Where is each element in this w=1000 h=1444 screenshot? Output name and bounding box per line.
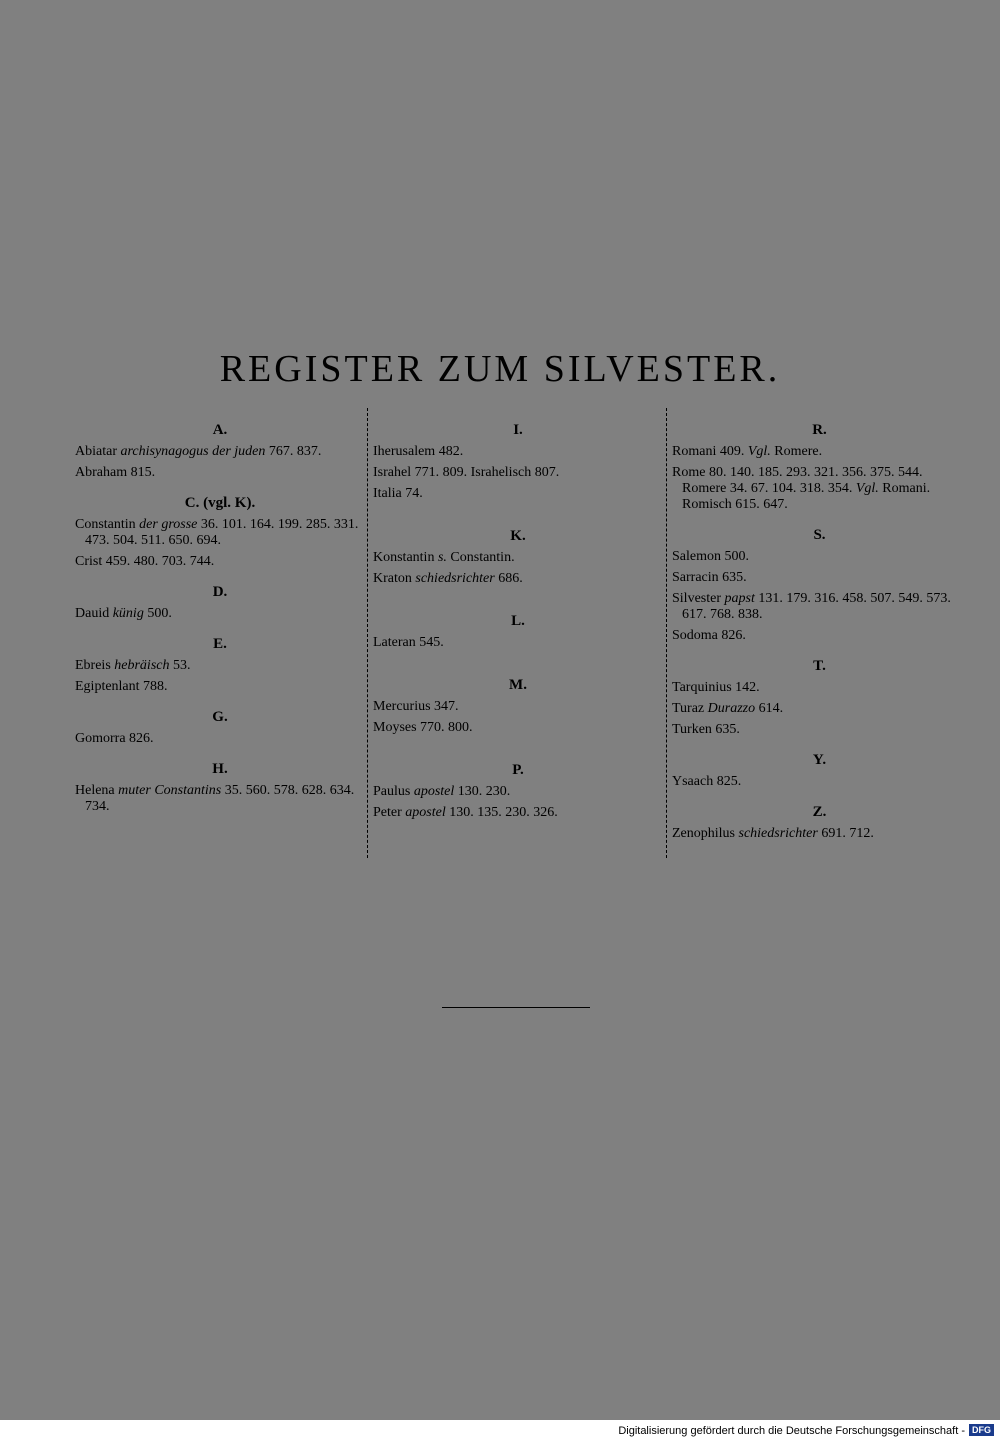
entry-name: Tarquinius 142.	[672, 680, 760, 695]
column-divider	[367, 408, 368, 858]
section-letter-heading: E.	[213, 636, 227, 652]
index-entry	[75, 783, 365, 815]
entry-gloss: schiedsrichter	[415, 571, 495, 586]
index-entry	[373, 805, 663, 821]
index-section	[75, 495, 365, 570]
entry-gloss: apostel	[405, 805, 446, 820]
section-letter-heading: A.	[212, 422, 228, 438]
entry-name: Paulus	[373, 784, 414, 799]
index-section	[373, 677, 663, 736]
index-entry	[373, 486, 663, 502]
section-letter-heading: G.	[212, 709, 228, 725]
index-section	[672, 658, 967, 738]
index-entry	[672, 680, 967, 696]
entry-gloss: muter Constantins	[118, 783, 222, 798]
entry-name: Abraham 815.	[75, 465, 156, 480]
index-column-2	[373, 408, 663, 826]
index-entry	[672, 465, 967, 513]
index-section	[672, 422, 967, 513]
index-entry	[373, 635, 663, 651]
index-entry	[75, 444, 365, 460]
entry-name: Sarracin 635.	[672, 570, 747, 585]
entry-name: Turaz	[672, 701, 708, 716]
index-section	[75, 761, 365, 815]
entry-references: 500.	[143, 606, 172, 621]
index-entry	[672, 591, 967, 623]
section-letter-heading: M.	[509, 677, 527, 693]
entry-references: 35. 560. 578. 628. 634. 734.	[85, 783, 355, 814]
entry-references: Romani. Romisch 615. 647.	[682, 481, 931, 512]
entry-name: Sodoma 826.	[672, 628, 746, 643]
index-section	[373, 422, 663, 502]
entry-name: Israhel 771. 809. Israhelisch 807.	[373, 465, 560, 480]
index-entry	[75, 606, 365, 622]
index-entry	[373, 444, 663, 460]
entry-name: Romani 409.	[672, 444, 748, 459]
index-entry	[75, 679, 365, 695]
index-entry	[672, 774, 967, 790]
index-section	[75, 709, 365, 747]
section-letter-heading: R.	[812, 422, 827, 438]
section-letter-heading: T.	[813, 658, 826, 674]
entry-references: Constantin.	[446, 550, 515, 565]
entry-name: Ysaach 825.	[672, 774, 742, 789]
index-entry	[672, 570, 967, 586]
entry-name: Zenophilus	[672, 826, 739, 841]
entry-gloss: papst	[724, 591, 755, 606]
section-letter-heading: Z.	[812, 804, 827, 820]
entry-gloss: Vgl.	[747, 444, 771, 459]
entry-references: 130. 230.	[454, 784, 511, 799]
entry-references: 691. 712.	[817, 826, 874, 841]
section-letter-heading: H.	[212, 761, 228, 777]
entry-name: Constantin	[75, 517, 140, 532]
index-entry	[75, 465, 365, 481]
section-letter-heading: P.	[512, 762, 524, 778]
index-entry	[373, 699, 663, 715]
footer-bar	[0, 1420, 1000, 1444]
entry-references: 53.	[169, 658, 191, 673]
index-entry	[75, 517, 365, 549]
index-entry	[75, 658, 365, 674]
entry-references: Romere.	[770, 444, 823, 459]
section-letter-heading: L.	[511, 613, 525, 629]
index-entry	[672, 549, 967, 565]
index-entry	[672, 722, 967, 738]
closing-rule	[442, 1007, 590, 1008]
entry-gloss: s.	[437, 550, 447, 565]
entry-name: Lateran 545.	[373, 635, 444, 650]
entry-name: Rome 80. 140. 185. 293. 321. 356. 375. 544. Romere 34. 67. 104. 318. 354.	[672, 465, 923, 496]
entry-references: 614.	[755, 701, 784, 716]
section-letter-heading: D.	[212, 584, 228, 600]
index-entry	[672, 444, 967, 460]
section-letter-heading: S.	[813, 527, 826, 543]
entry-gloss: archisynagogus der juden	[120, 444, 266, 459]
entry-name: Moyses 770. 800.	[373, 720, 473, 735]
column-divider	[666, 408, 667, 858]
index-entry	[373, 784, 663, 800]
page-title: REGISTER ZUM SILVESTER.	[219, 348, 781, 391]
index-column-3	[672, 408, 967, 847]
section-letter-heading: K.	[510, 528, 526, 544]
entry-references: 130. 135. 230. 326.	[445, 805, 558, 820]
entry-references: 686.	[494, 571, 523, 586]
entry-gloss: der grosse	[139, 517, 198, 532]
index-entry	[373, 465, 663, 481]
entry-name: Egiptenlant 788.	[75, 679, 168, 694]
index-section	[75, 636, 365, 695]
entry-name: Ebreis	[75, 658, 115, 673]
index-section	[373, 613, 663, 651]
entry-name: Silvester	[672, 591, 725, 606]
dfg-logo-icon: DFG	[969, 1424, 994, 1436]
index-entry	[373, 550, 663, 566]
section-letter-heading: C. (vgl. K).	[184, 495, 256, 511]
index-section	[373, 762, 663, 821]
entry-gloss: schiedsrichter	[738, 826, 818, 841]
entry-name: Crist 459. 480. 703. 744.	[75, 554, 215, 569]
entry-name: Kraton	[373, 571, 416, 586]
entry-name: Salemon 500.	[672, 549, 749, 564]
index-section	[672, 752, 967, 790]
entry-name: Iherusalem 482.	[373, 444, 464, 459]
entry-gloss: hebräisch	[114, 658, 170, 673]
entry-gloss: apostel	[413, 784, 455, 799]
index-section	[373, 528, 663, 587]
entry-name: Konstantin	[373, 550, 438, 565]
index-entry	[373, 720, 663, 736]
index-entry	[373, 571, 663, 587]
entry-gloss: künig	[112, 606, 144, 621]
index-section	[672, 527, 967, 644]
entry-gloss: Vgl.	[855, 481, 879, 496]
entry-name: Peter	[373, 805, 406, 820]
index-entry	[672, 826, 967, 842]
index-entry	[672, 628, 967, 644]
index-entry	[75, 731, 365, 747]
index-section	[672, 804, 967, 842]
entry-references: 131. 179. 316. 458. 507. 549. 573. 617. 768. 838.	[682, 591, 951, 622]
index-entry	[75, 554, 365, 570]
entry-name: Gomorra 826.	[75, 731, 154, 746]
entry-name: Helena	[75, 783, 119, 798]
section-letter-heading: Y.	[812, 752, 827, 768]
entry-name: Turken 635.	[672, 722, 740, 737]
index-section	[75, 422, 365, 481]
index-section	[75, 584, 365, 622]
entry-name: Mercurius 347.	[373, 699, 459, 714]
entry-references: 767. 837.	[265, 444, 322, 459]
footer-text: Digitalisierung gefördert durch die Deutsche Forschungsgemeinschaft -	[618, 1425, 965, 1437]
entry-name: Dauid	[75, 606, 113, 621]
index-column-1	[75, 408, 365, 820]
section-letter-heading: I.	[513, 422, 523, 438]
entry-name: Abiatar	[75, 444, 121, 459]
entry-name: Italia 74.	[373, 486, 423, 501]
index-entry	[672, 701, 967, 717]
entry-gloss: Durazzo	[707, 701, 756, 716]
entry-references: 36. 101. 164. 199. 285. 331. 473. 504. 511. 650. 694.	[85, 517, 359, 548]
